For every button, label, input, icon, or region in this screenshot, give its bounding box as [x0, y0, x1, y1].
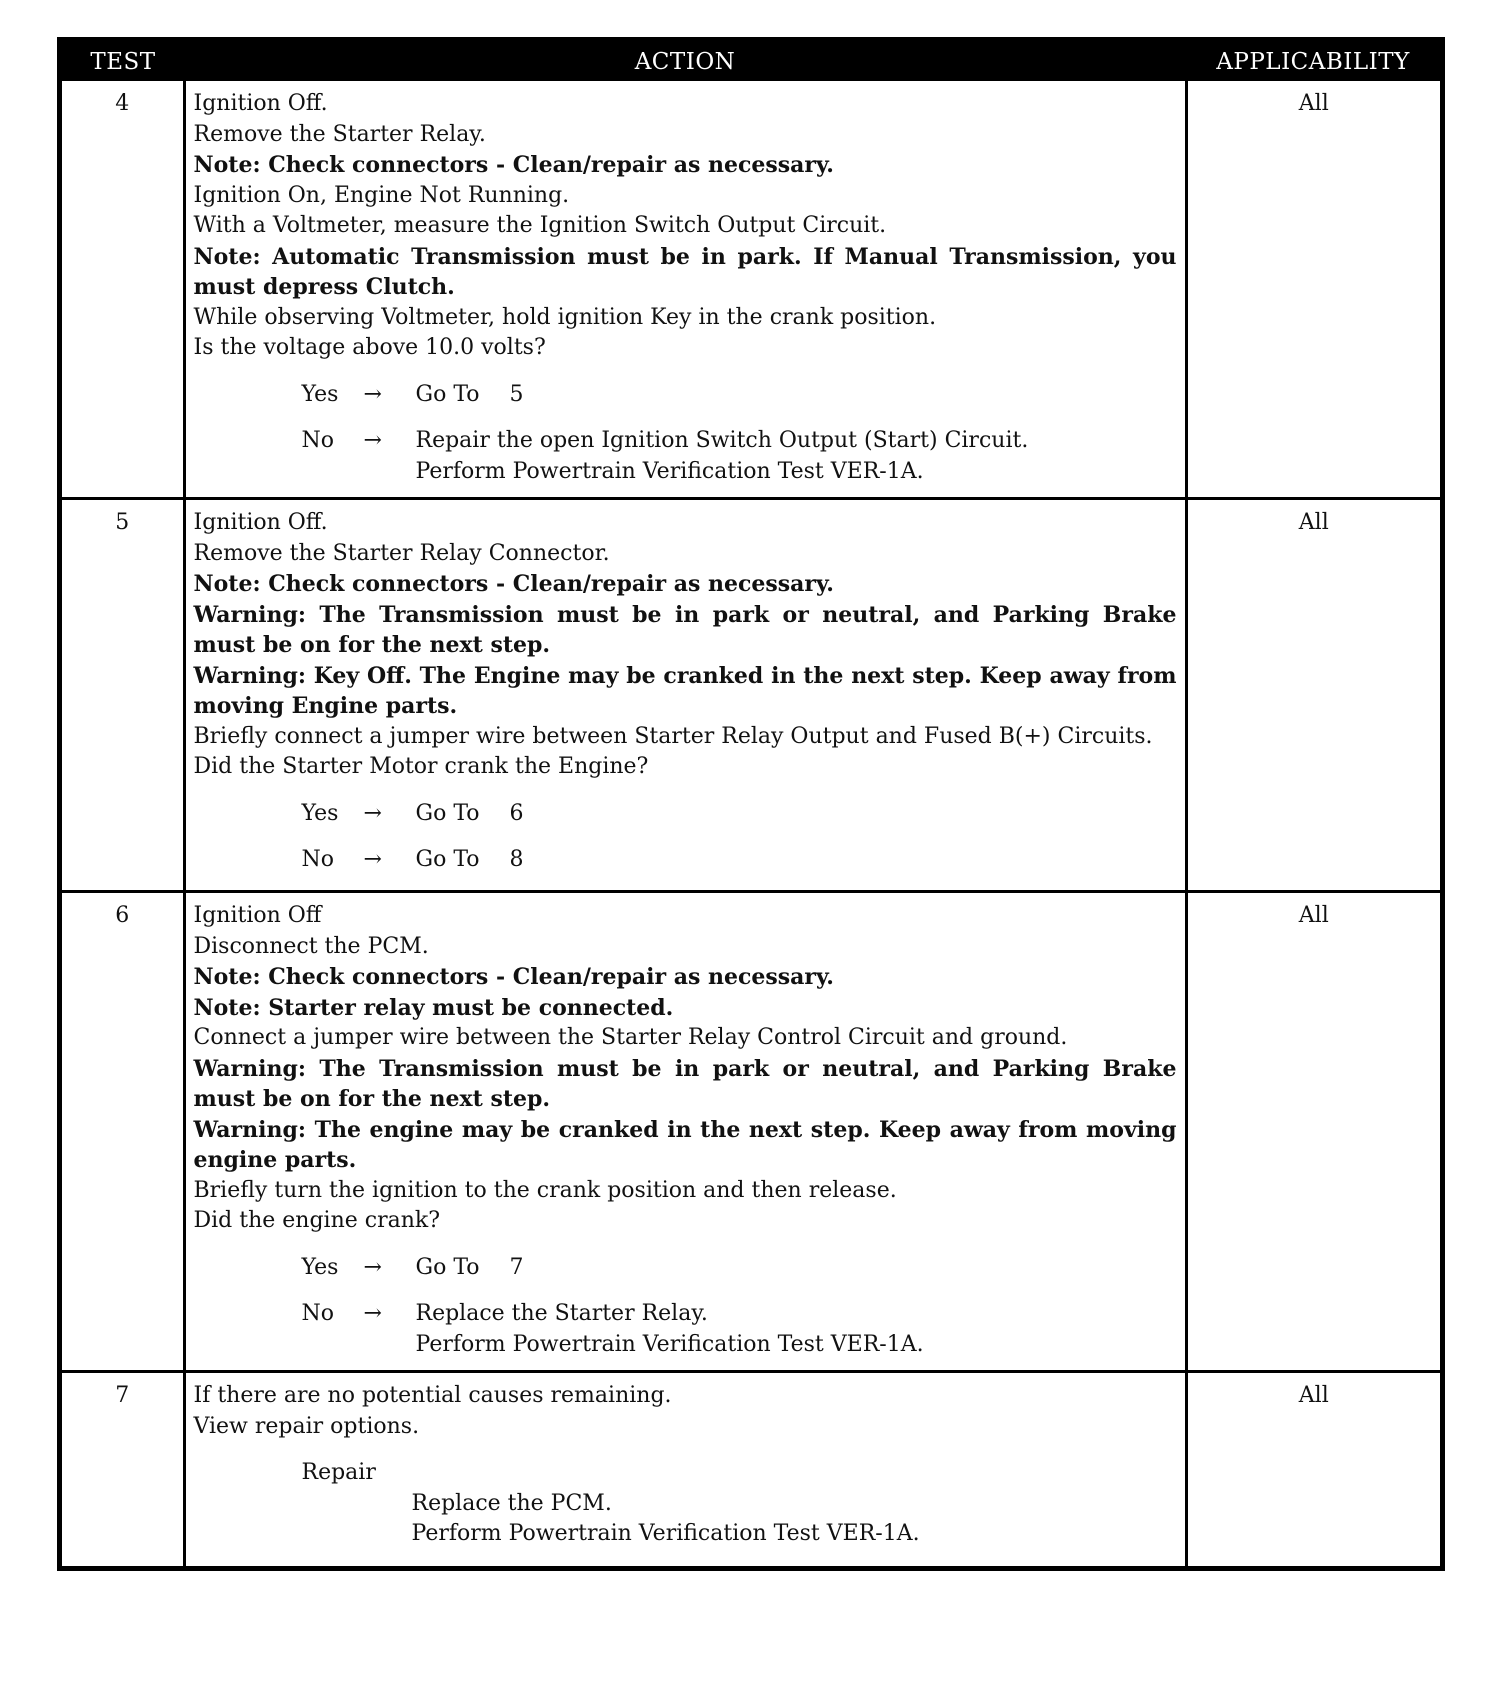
branch-result [416, 426, 1177, 487]
action-line: Ignition On, Engine Not Running. [193, 182, 570, 208]
repair-line: Perform Powertrain Verification Test VER-1A. [411, 1521, 920, 1546]
goto-text: Go To [415, 1254, 480, 1280]
repair-options [302, 1458, 1177, 1550]
action-line: Briefly turn the ignition to the crank position and then release. [193, 1177, 897, 1203]
action-warning: Warning: Key Off. The Engine may be cranked in the next step. Keep away from moving Engine parts. [193, 662, 1177, 719]
action-line: Ignition Off. [193, 91, 328, 116]
test-row-5 [62, 499, 1440, 892]
action-line: Ignition Off. [193, 510, 328, 535]
action-warning: Warning: The engine may be cranked in the next step. Keep away from moving engine parts. [193, 1116, 1177, 1173]
action-note: Note: Check connectors - Clean/repair as necessary. [193, 152, 834, 178]
action-question: Did the engine crank? [193, 1208, 441, 1233]
branch-label: Yes [301, 381, 339, 407]
branch-no [302, 845, 1177, 876]
result-line: Repair the open Ignition Switch Output (Start) Circuit. [415, 428, 1029, 453]
header-action: ACTION [184, 42, 1186, 81]
branch-result [416, 799, 1177, 830]
goto-text: Go To [415, 847, 480, 872]
goto-text: Go To [415, 381, 480, 407]
goto-target: 7 [509, 1254, 524, 1280]
action-line: Ignition Off [193, 903, 322, 928]
test-number: 4 [115, 91, 130, 116]
branch-label: Yes [301, 800, 339, 826]
result-line: Perform Powertrain Verification Test VER-1A. [415, 458, 924, 484]
branch-no [302, 1299, 1177, 1360]
applicability-cell: All [1186, 1372, 1440, 1566]
arrow-icon: → [363, 800, 382, 826]
test-number: 7 [62, 1372, 184, 1566]
branch-label: Yes [301, 1254, 339, 1280]
diagnostic-test-table [57, 37, 1445, 1571]
branch-result [416, 380, 1177, 411]
action-cell [184, 499, 1186, 892]
action-line: View repair options. [193, 1413, 420, 1439]
applicability-cell: All [1186, 499, 1440, 892]
goto-text: Go To [415, 800, 480, 826]
test-table [62, 42, 1440, 1566]
action-line: If there are no potential causes remaining. [193, 1383, 672, 1408]
branch-yes [302, 1253, 1177, 1284]
action-question: Is the voltage above 10.0 volts? [193, 335, 546, 360]
header-applicability: APPLICABILITY [1186, 42, 1440, 81]
action-cell [184, 892, 1186, 1372]
branch-label: No [301, 1301, 334, 1326]
applicability-cell: All [1186, 81, 1440, 499]
action-note: Note: Check connectors - Clean/repair as necessary. [193, 571, 834, 597]
action-note: Note: Check connectors - Clean/repair as necessary. [193, 964, 834, 990]
action-line: While observing Voltmeter, hold ignition Key in the crank position. [193, 304, 937, 330]
arrow-icon: → [363, 428, 382, 453]
action-line: Briefly connect a jumper wire between Starter Relay Output and Fused B(+) Circuits. [193, 723, 1153, 749]
action-note: Note: Automatic Transmission must be in park. If Manual Transmission, you must depress Clutch. [193, 243, 1177, 300]
branch-result [416, 1253, 1177, 1284]
action-line: With a Voltmeter, measure the Ignition Switch Output Circuit. [193, 213, 887, 238]
action-cell [184, 81, 1186, 499]
test-row-4 [62, 81, 1440, 499]
goto-target: 6 [509, 800, 524, 826]
result-line: Perform Powertrain Verification Test VER-1A. [415, 1331, 924, 1357]
action-warning: Warning: The Transmission must be in park or neutral, and Parking Brake must be on for the next step. [193, 1055, 1177, 1112]
action-line: Disconnect the PCM. [193, 933, 429, 959]
header-test: TEST [62, 42, 184, 81]
repair-line: Replace the PCM. [411, 1490, 612, 1516]
test-row-7 [62, 1372, 1440, 1566]
action-warning: Warning: The Transmission must be in park or neutral, and Parking Brake must be on for the next step. [193, 601, 1177, 658]
action-line: Remove the Starter Relay. [193, 121, 486, 147]
arrow-icon: → [363, 381, 382, 407]
action-question: Did the Starter Motor crank the Engine? [193, 754, 649, 779]
branch-result [416, 845, 1177, 876]
action-cell [184, 1372, 1186, 1566]
goto-target: 8 [509, 847, 524, 872]
action-note: Note: Starter relay must be connected. [193, 994, 674, 1021]
arrow-icon: → [363, 1254, 382, 1280]
applicability-cell: All [1186, 892, 1440, 1372]
branch-no [302, 426, 1177, 487]
repair-steps [412, 1489, 1177, 1550]
arrow-icon: → [363, 1301, 382, 1326]
branch-yes [302, 799, 1177, 830]
action-line: Remove the Starter Relay Connector. [193, 540, 610, 566]
action-line: Connect a jumper wire between the Starter Relay Control Circuit and ground. [193, 1025, 1068, 1050]
result-line: Replace the Starter Relay. [415, 1301, 708, 1326]
branch-result [416, 1299, 1177, 1360]
goto-target: 5 [509, 381, 524, 407]
test-row-6 [62, 892, 1440, 1372]
repair-label: Repair [301, 1460, 376, 1485]
test-number: 5 [62, 499, 184, 892]
arrow-icon: → [363, 847, 382, 872]
test-number: 6 [62, 892, 184, 1372]
branch-yes [302, 380, 1177, 411]
branch-label: No [301, 847, 334, 872]
header-row [62, 42, 1440, 81]
branch-label: No [301, 428, 334, 453]
